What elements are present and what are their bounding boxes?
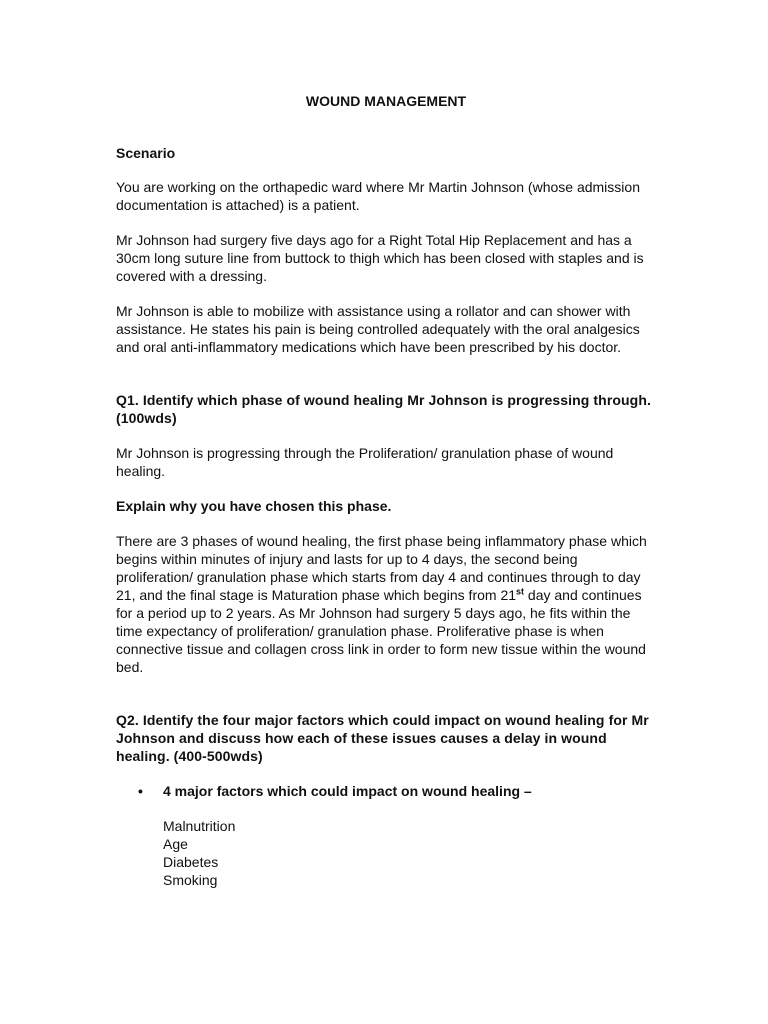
title-block bbox=[116, 92, 656, 144]
scenario-paragraph-2: Mr Johnson had surgery five days ago for a Right Total Hip Replacement and has a 30cm long suture line from buttock to thigh which has been closed with staples and is covered with a dressing. bbox=[116, 232, 644, 284]
q1-explanation-part2: day and continues for a period up to 2 years. As Mr Johnson had surgery 5 days ago, he fits within the time expectancy of proliferation/ granulation phase. Proliferative phase is when connective tissue and collagen cross link in order to form new tissue within the wound bed. bbox=[116, 587, 646, 675]
factor-list bbox=[116, 817, 656, 889]
q1-explanation-superscript: st bbox=[516, 586, 525, 597]
scenario-paragraph-1: You are working on the orthapedic ward where Mr Martin Johnson (whose admission documentation is attached) is a patient. bbox=[116, 179, 640, 213]
bullet-icon: • bbox=[138, 783, 143, 799]
scenario-heading: Scenario bbox=[116, 145, 176, 161]
q1-question: Q1. Identify which phase of wound healing Mr Johnson is progressing through. (100wds) bbox=[116, 392, 651, 426]
spacer bbox=[116, 693, 656, 711]
q1-explanation bbox=[116, 532, 656, 676]
factor-item: Malnutrition bbox=[163, 818, 236, 834]
q2-question: Q2. Identify the four major factors which could impact on wound healing for Mr Johnson and discuss how each of these issues causes a delay in wound healing. (400-500wds) bbox=[116, 712, 649, 764]
spacer bbox=[116, 373, 656, 391]
document-title: WOUND MANAGEMENT bbox=[305, 93, 467, 109]
q1-explanation-part1: There are 3 phases of wound healing, the first phase being inflammatory phase which begins within minutes of injury and lasts for up to 4 days, the second being proliferation/ granulation phase which starts from day 4 and continues through to day 21, and the final stage is Maturation phase which begins from 21 bbox=[116, 533, 647, 603]
document-body bbox=[116, 92, 656, 889]
factor-item: Smoking bbox=[163, 872, 218, 888]
factor-item: Age bbox=[163, 836, 188, 852]
q2-bullet-text: 4 major factors which could impact on wound healing – bbox=[163, 783, 532, 799]
scenario-paragraph-3: Mr Johnson is able to mobilize with assistance using a rollator and can shower with assistance. He states his pain is being controlled adequately with the oral analgesics and oral anti-inflammatory medications which have been prescribed by his doctor. bbox=[116, 303, 640, 355]
q2-bullet-item bbox=[116, 782, 656, 800]
q1-explain-heading: Explain why you have chosen this phase. bbox=[116, 498, 392, 514]
q1-answer: Mr Johnson is progressing through the Proliferation/ granulation phase of wound healing. bbox=[116, 445, 614, 479]
factor-item: Diabetes bbox=[163, 854, 219, 870]
